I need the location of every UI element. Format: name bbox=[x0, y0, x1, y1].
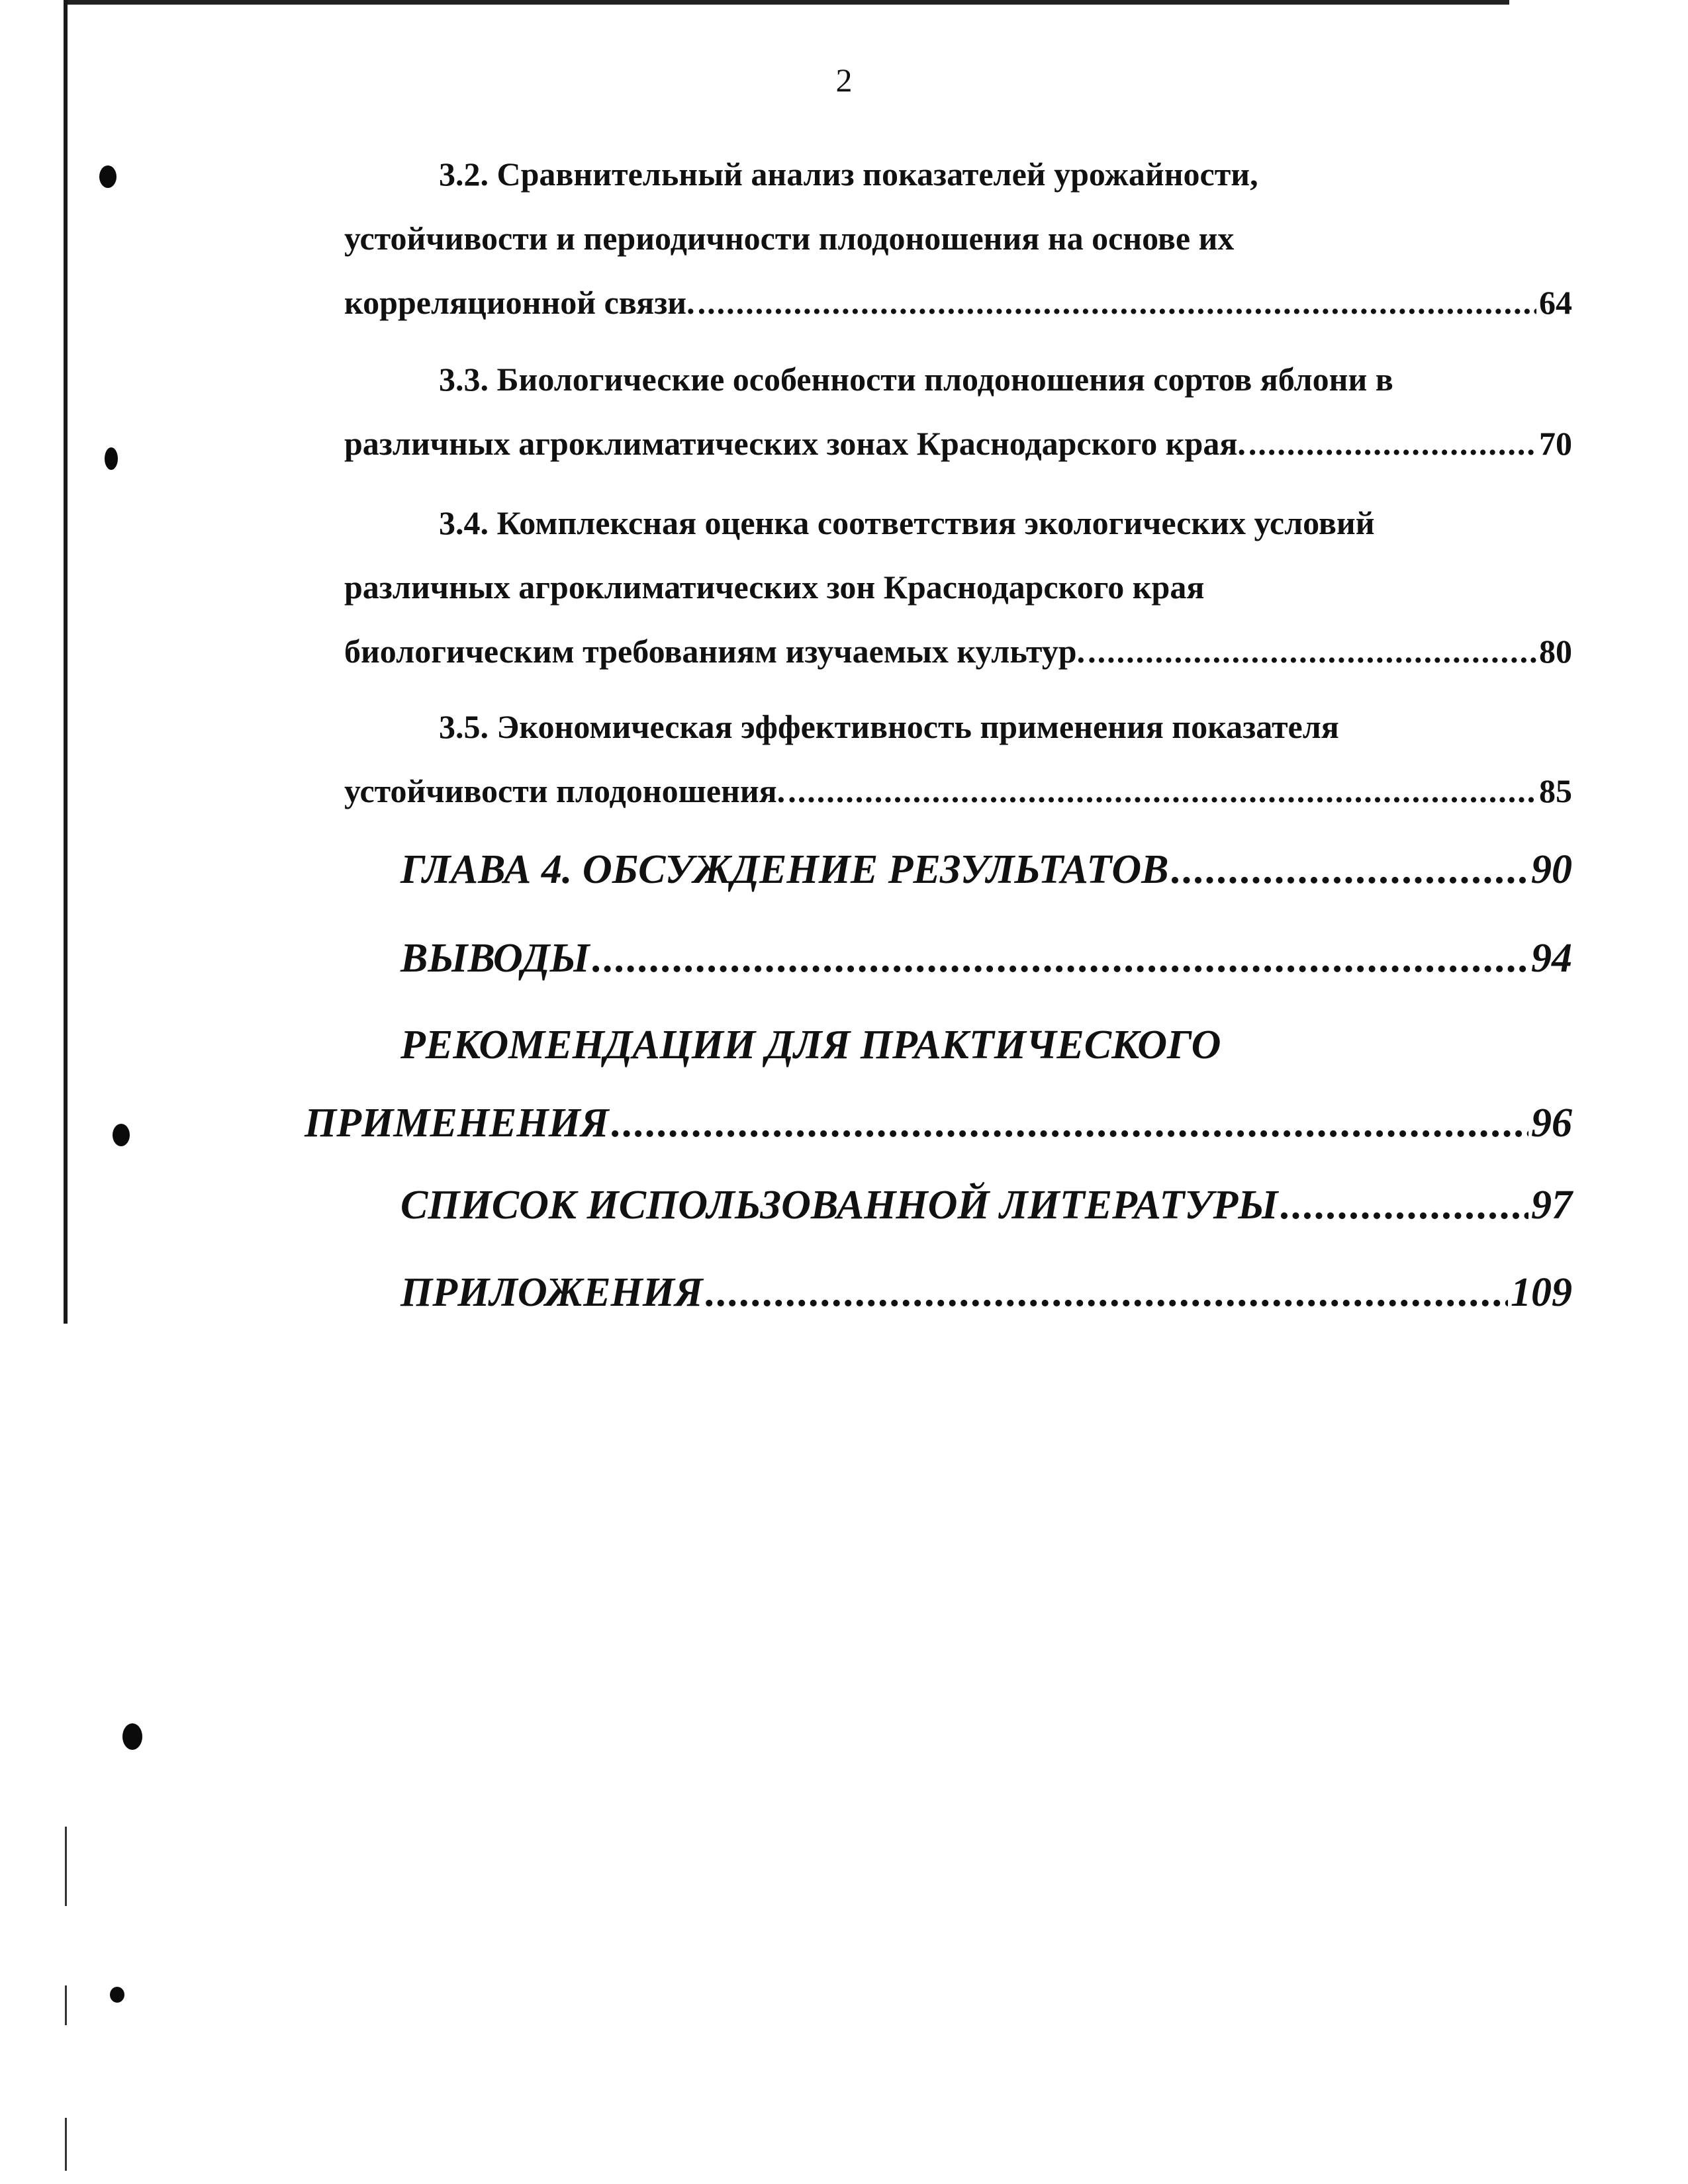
toc-entry-text: различных агроклиматических зонах Краснодарского края. bbox=[344, 425, 1246, 462]
toc-leader-dots bbox=[1281, 1166, 1528, 1244]
toc-chapter-4 bbox=[400, 831, 1572, 909]
toc-entry-line: 3.3. Биологические особенности плодоношения сортов яблони в bbox=[439, 361, 1393, 398]
toc-entry-line: 3.2. Сравнительный анализ показателей урожайности, bbox=[439, 156, 1258, 193]
toc-entry-3-3 bbox=[344, 347, 1572, 476]
toc-entry-3-5 bbox=[344, 695, 1572, 823]
toc-entry-line: устойчивости и периодичности плодоношения на основе их bbox=[344, 220, 1235, 257]
toc-page-number: 96 bbox=[1531, 1101, 1572, 1146]
toc-recommendations bbox=[305, 1006, 1572, 1162]
toc-entry-line: 3.4. Комплексная оценка соответствия экологических условий bbox=[439, 504, 1375, 541]
toc-entry-final-line bbox=[400, 1253, 1572, 1332]
toc-leader-dots bbox=[1248, 412, 1536, 476]
toc-entry-3-4 bbox=[344, 491, 1572, 684]
toc-bibliography bbox=[400, 1166, 1572, 1244]
scan-left-dash bbox=[65, 1827, 67, 1906]
toc-page-number: 85 bbox=[1539, 772, 1572, 809]
scan-left-dash bbox=[65, 1985, 67, 2025]
toc-page-number: 90 bbox=[1531, 847, 1572, 892]
toc-page-number: 109 bbox=[1511, 1270, 1572, 1315]
toc-entry-line: различных агроклиматических зон Краснодарского края bbox=[344, 569, 1205, 606]
toc-entry-final-line bbox=[400, 831, 1572, 909]
toc-entry-text: корреляционной связи. bbox=[344, 284, 695, 321]
toc-entry-final-line bbox=[400, 919, 1572, 997]
toc-entry-final-line bbox=[344, 619, 1572, 684]
toc-entry-final-line bbox=[344, 271, 1572, 335]
scan-left-dash bbox=[65, 2118, 67, 2171]
toc-entry-text: ПРИМЕНЕНИЯ bbox=[305, 1101, 609, 1146]
toc-entry-final-line bbox=[400, 1166, 1572, 1244]
toc-entry-line: РЕКОМЕНДАЦИИ ДЛЯ ПРАКТИЧЕСКОГО bbox=[400, 1023, 1221, 1068]
toc-leader-dots bbox=[788, 759, 1536, 823]
toc-entry-text: СПИСОК ИСПОЛЬЗОВАННОЙ ЛИТЕРАТУРЫ bbox=[400, 1183, 1278, 1228]
toc-leader-dots bbox=[698, 271, 1536, 335]
toc-leader-dots bbox=[1088, 619, 1536, 684]
scan-left-border bbox=[64, 0, 68, 1324]
toc-leader-dots bbox=[592, 919, 1528, 997]
toc-entry-text: ГЛАВА 4. ОБСУЖДЕНИЕ РЕЗУЛЬТАТОВ bbox=[400, 847, 1169, 892]
toc-entry-text: ВЫВОДЫ bbox=[400, 936, 590, 981]
toc-entry-text: устойчивости плодоношения. bbox=[344, 772, 786, 809]
toc-entry-text: биологическим требованиям изучаемых культур. bbox=[344, 633, 1086, 670]
toc-leader-dots bbox=[1172, 831, 1528, 909]
toc-leader-dots bbox=[612, 1084, 1528, 1162]
toc-entry-final-line bbox=[344, 759, 1572, 823]
toc-page-number: 97 bbox=[1531, 1183, 1572, 1228]
punch-hole-mark bbox=[113, 1124, 130, 1146]
punch-hole-mark bbox=[105, 447, 118, 470]
toc-page-number: 80 bbox=[1539, 633, 1572, 670]
punch-hole-mark bbox=[99, 165, 117, 188]
toc-page-number: 94 bbox=[1531, 936, 1572, 981]
toc-page-number: 64 bbox=[1539, 284, 1572, 321]
toc-entry-line: 3.5. Экономическая эффективность применения показателя bbox=[439, 708, 1339, 745]
page-number: 2 bbox=[835, 62, 853, 99]
scan-top-border bbox=[66, 0, 1509, 5]
toc-entry-text: ПРИЛОЖЕНИЯ bbox=[400, 1270, 703, 1315]
punch-hole-mark bbox=[122, 1723, 142, 1750]
toc-entry-final-line bbox=[305, 1084, 1572, 1162]
toc-conclusions bbox=[400, 919, 1572, 997]
punch-hole-mark bbox=[110, 1987, 124, 2003]
toc-page-number: 70 bbox=[1539, 425, 1572, 462]
toc-leader-dots bbox=[706, 1253, 1508, 1332]
toc-appendices bbox=[400, 1253, 1572, 1332]
toc-entry-final-line bbox=[344, 412, 1572, 476]
toc-entry-3-2 bbox=[344, 142, 1572, 335]
